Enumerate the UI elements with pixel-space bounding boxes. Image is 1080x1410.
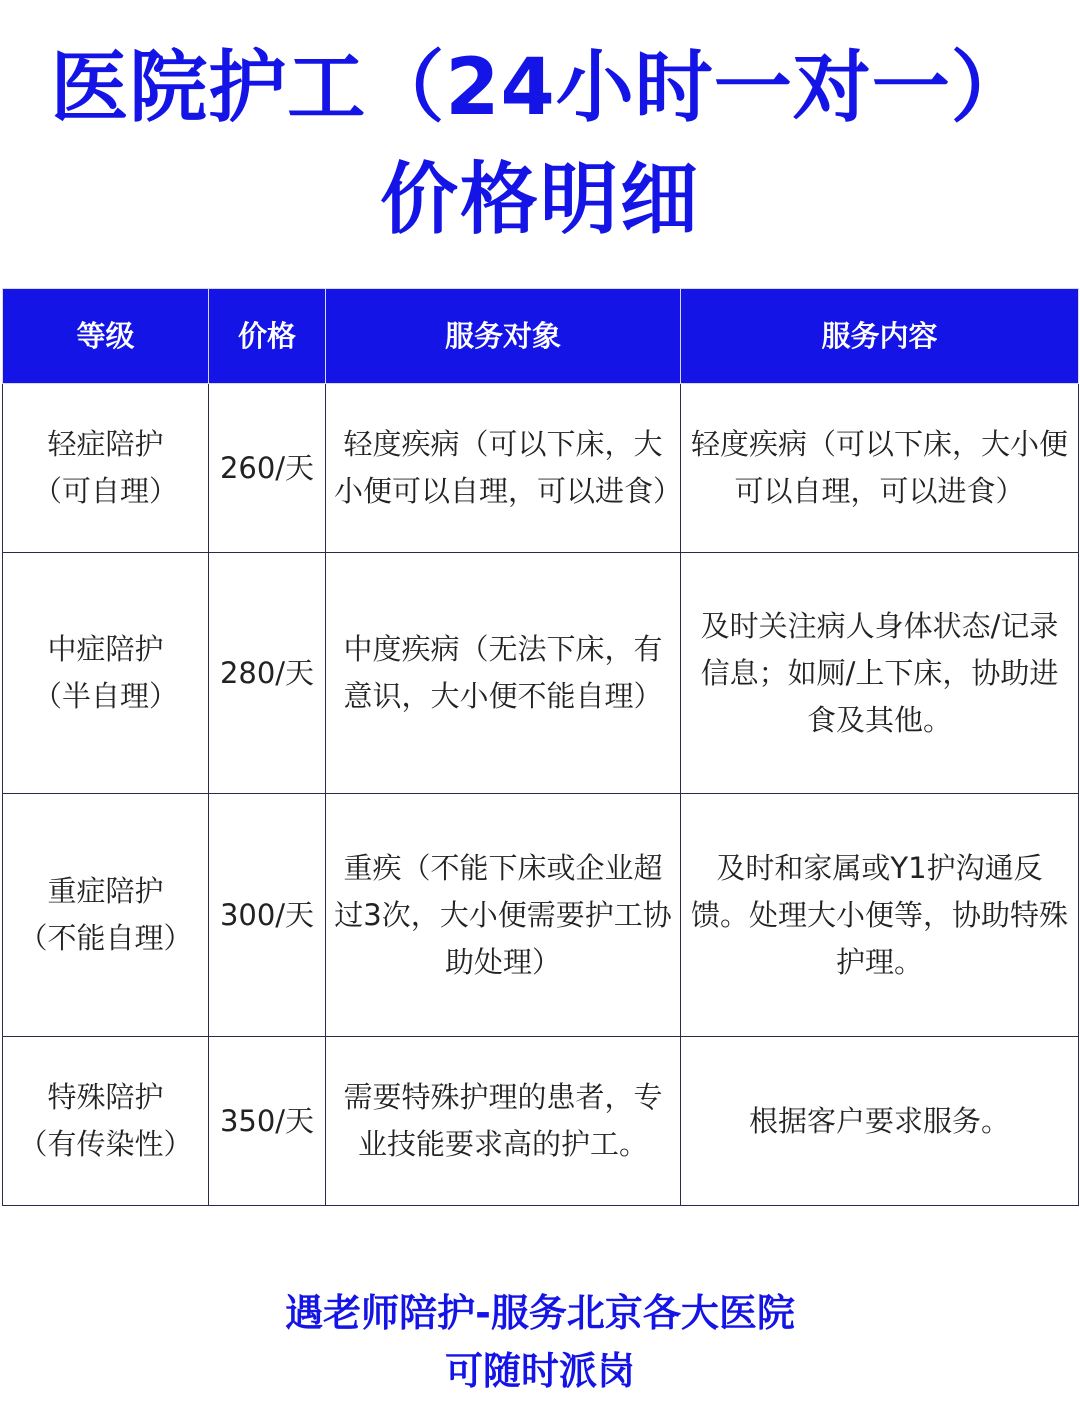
content-cell: 轻度疾病（可以下床，大小便可以自理，可以进食） — [681, 384, 1079, 553]
footer-dispatch-note: 可随时派岗 — [444, 1349, 635, 1393]
target-cell: 重疾（不能下床或企业超过3次，大小便需要护工协助处理） — [326, 794, 681, 1037]
table-row — [3, 553, 1079, 794]
price-cell: 350/天 — [209, 1037, 326, 1206]
price-table — [2, 288, 1079, 1206]
content-cell: 根据客户要求服务。 — [681, 1037, 1079, 1206]
level-name: 特殊陪护 — [47, 1080, 164, 1114]
level-cell — [3, 1037, 209, 1206]
level-note: （不能自理） — [18, 921, 193, 955]
level-note: （半自理） — [32, 679, 178, 713]
level-note: （有传染性） — [18, 1127, 193, 1161]
content-cell: 及时和家属或Y1护沟通反馈。处理大小便等，协助特殊护理。 — [681, 794, 1079, 1037]
table-row — [3, 794, 1079, 1037]
level-note: （可自理） — [32, 474, 178, 508]
target-cell: 中度疾病（无法下床，有意识，大小便不能自理） — [326, 553, 681, 794]
price-cell: 300/天 — [209, 794, 326, 1037]
level-cell — [3, 553, 209, 794]
level-name: 轻症陪护 — [47, 427, 164, 461]
table-row — [3, 384, 1079, 553]
footer-tagline: 遇老师陪护-服务北京各大医院 — [285, 1291, 795, 1335]
level-name: 重症陪护 — [47, 874, 164, 908]
price-cell: 260/天 — [209, 384, 326, 553]
page-subtitle: 价格明细 — [379, 155, 700, 245]
level-cell — [3, 384, 209, 553]
price-cell: 280/天 — [209, 553, 326, 794]
target-cell: 需要特殊护理的患者，专业技能要求高的护工。 — [326, 1037, 681, 1206]
level-cell — [3, 794, 209, 1037]
table-header-row — [3, 289, 1079, 384]
level-name: 中症陪护 — [47, 632, 164, 666]
header-level: 等级 — [3, 289, 209, 384]
page-title: 医院护工（24小时一对一） — [50, 43, 1030, 133]
table-row — [3, 1037, 1079, 1206]
header-content: 服务内容 — [681, 289, 1079, 384]
content-cell: 及时关注病人身体状态/记录信息；如厕/上下床，协助进食及其他。 — [681, 553, 1079, 794]
header-price: 价格 — [209, 289, 326, 384]
target-cell: 轻度疾病（可以下床，大小便可以自理，可以进食） — [326, 384, 681, 553]
header-target: 服务对象 — [326, 289, 681, 384]
